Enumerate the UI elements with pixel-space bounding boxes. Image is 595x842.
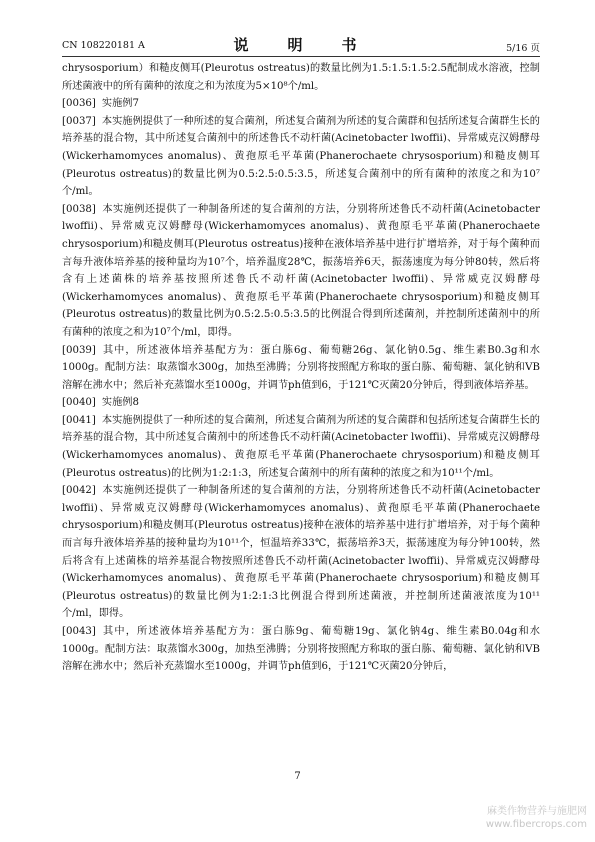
paragraph-tag: [0036] — [62, 98, 96, 110]
paragraph-text: 其中，所述液体培养基配方为：蛋白胨6g、葡萄糖26g、氯化钠0.5g、维生素B0.3g和水1000g。配制方法：取蒸馏水300g，加热至沸腾；分别将按照配方称取的蛋白胨、葡萄糖、氯化钠和VB溶解在沸水中；然后补充蒸馏水至1000g，并调节ph值到6，于121℃灭菌20分钟后，得到液体培养基。 — [62, 344, 540, 391]
paragraph-tag: [0041] — [62, 414, 96, 426]
paragraph-0038 — [62, 201, 540, 342]
paragraph-text: 实施例8 — [101, 397, 139, 409]
paragraph-tag: [0043] — [62, 626, 96, 637]
paragraph-text: 本实施例提供了一种所述的复合菌剂，所述复合菌剂为所述的复合菌群和包括所述复合菌群生长的培养基的混合物，其中所述复合菌剂中的所述鲁氏不动杆菌(Acinetobacter lwoffii)、异常威克汉姆酵母(Wickerhamomyces anomalus)、黄孢原毛平革菌(Phanerochaete chrysosporium)和糙皮侧耳(Pleurotus ostreatus)的数量比例为0.5:2.5:0.5:3.5，所述复合菌剂中的所有菌种的浓度之和为10⁷个/ml。 — [62, 115, 540, 198]
paragraph-text: 其中，所述液体培养基配方为：蛋白胨9g、葡萄糖19g、氯化钠4g、维生素B0.04g和水1000g。配制方法：取蒸馏水300g，加热至沸腾；分别将按照配方称取的蛋白胨、葡萄糖、氯化钠和VB溶解在沸水中；然后补充蒸馏水至1000g，并调节ph值到6，于121℃灭菌20分钟后， — [62, 626, 540, 673]
paragraph-tag: [0039] — [62, 344, 96, 356]
paragraph-tag: [0042] — [62, 485, 96, 497]
paragraph-continuation — [62, 60, 540, 95]
watermark-site-name: 麻类作物营养与施肥网 — [487, 806, 587, 817]
paragraph-text: 实施例7 — [101, 98, 139, 110]
paragraph-tag: [0037] — [62, 115, 96, 127]
paragraph-text: 本实施例还提供了一种制备所述的复合菌剂的方法，分别将所述鲁氏不动杆菌(Acinetobacter lwoffii)、异常威克汉姆酵母(Wickerhamomyces anomalus)、黄孢原毛平革菌(Phanerochaete chrysosporium)和糙皮侧耳(Pleurotus ostreatus)接种在液体的培养基中进行扩增培养，对于每个菌种而言每升液体培养基的接种量均为10¹¹个，恒温培养33℃，振荡培养3天，振荡速度为每分钟100转，然后将含有上述菌株的培养基混合物按照所述鲁氏不动杆菌(Acinetobacter lwoffii)、异常威克汉姆酵母(Wickerhamomyces anomalus)、黄孢原毛平革菌(Phanerochaete chrysosporium)和糙皮侧耳(Pleurotus ostreatus)的数量比例为1:2:1:3比例混合得到所述菌液，并控制所述菌液浓度为10¹¹个/ml，即得。 — [62, 485, 540, 620]
page-header — [62, 34, 540, 52]
paragraph-tag: [0040] — [62, 397, 96, 409]
document-title: 说 明 书 — [233, 36, 369, 54]
document-body — [62, 60, 540, 676]
paragraph-tag: [0038] — [62, 203, 96, 215]
watermark-url: www.fibercrops.com — [485, 819, 587, 830]
paragraph-text: 本实施例还提供了一种制备所述的复合菌剂的方法，分别将所述鲁氏不动杆菌(Acinetobacter lwoffii)、异常威克汉姆酵母(Wickerhamomyces anomalus)、黄孢原毛平革菌(Phanerochaete chrysosporium)和糙皮侧耳(Pleurotus ostreatus)接种在液体培养基中进行扩增培养，对于每个菌种而言每升液体培养基的接种量均为10⁷个，培养温度28℃，振荡培养6天，振荡速度为每分钟80转，然后将含有上述菌株的培养基按照所述鲁氏不动杆菌(Acinetobacter lwoffii)、异常威克汉姆酵母(Wickerhamomyces anomalus)、黄孢原毛平革菌(Phanerochaete chrysosporium)和糙皮侧耳(Pleurotus ostreatus)的数量比例为0.5:2.5:0.5:3.5的比例混合得到所述菌剂，并控制所述菌剂中的所有菌种的浓度之和为10⁷个/ml，即得。 — [62, 203, 540, 338]
paragraph-0042 — [62, 482, 540, 623]
paragraph-0043 — [62, 623, 540, 676]
patent-number: CN 108220181 A — [62, 40, 145, 51]
header-rule — [62, 56, 540, 57]
paragraph-text: chrysosporium）和糙皮侧耳(Pleurotus ostreatus)的数量比例为1.5:1.5:1.5:2.5配制成水溶液，控制所述菌液中的所有菌种的浓度之和为浓度为5×10⁸个/ml。 — [62, 63, 540, 92]
paragraph-0037 — [62, 113, 540, 201]
page-number: 7 — [294, 771, 301, 782]
paragraph-0041 — [62, 412, 540, 482]
watermark — [486, 805, 587, 831]
paragraph-text: 本实施例提供了一种所述的复合菌剂，所述复合菌剂为所述的复合菌群和包括所述复合菌群生长的培养基的混合物，其中所述复合菌剂中的所述鲁氏不动杆菌(Acinetobacter lwoffii)、异常威克汉姆酵母(Wickerhamomyces anomalus)、黄孢原毛平革菌(Phanerochaete chrysosporium)和糙皮侧耳(Pleurotus ostreatus)的比例为1:2:1:3，所述复合菌剂中的所有菌种的浓度之和为10¹¹个/ml。 — [62, 414, 540, 479]
paragraph-0040 — [62, 394, 540, 412]
paragraph-0036 — [62, 95, 540, 113]
page-info: 5/16 页 — [506, 43, 540, 54]
paragraph-0039 — [62, 342, 540, 395]
